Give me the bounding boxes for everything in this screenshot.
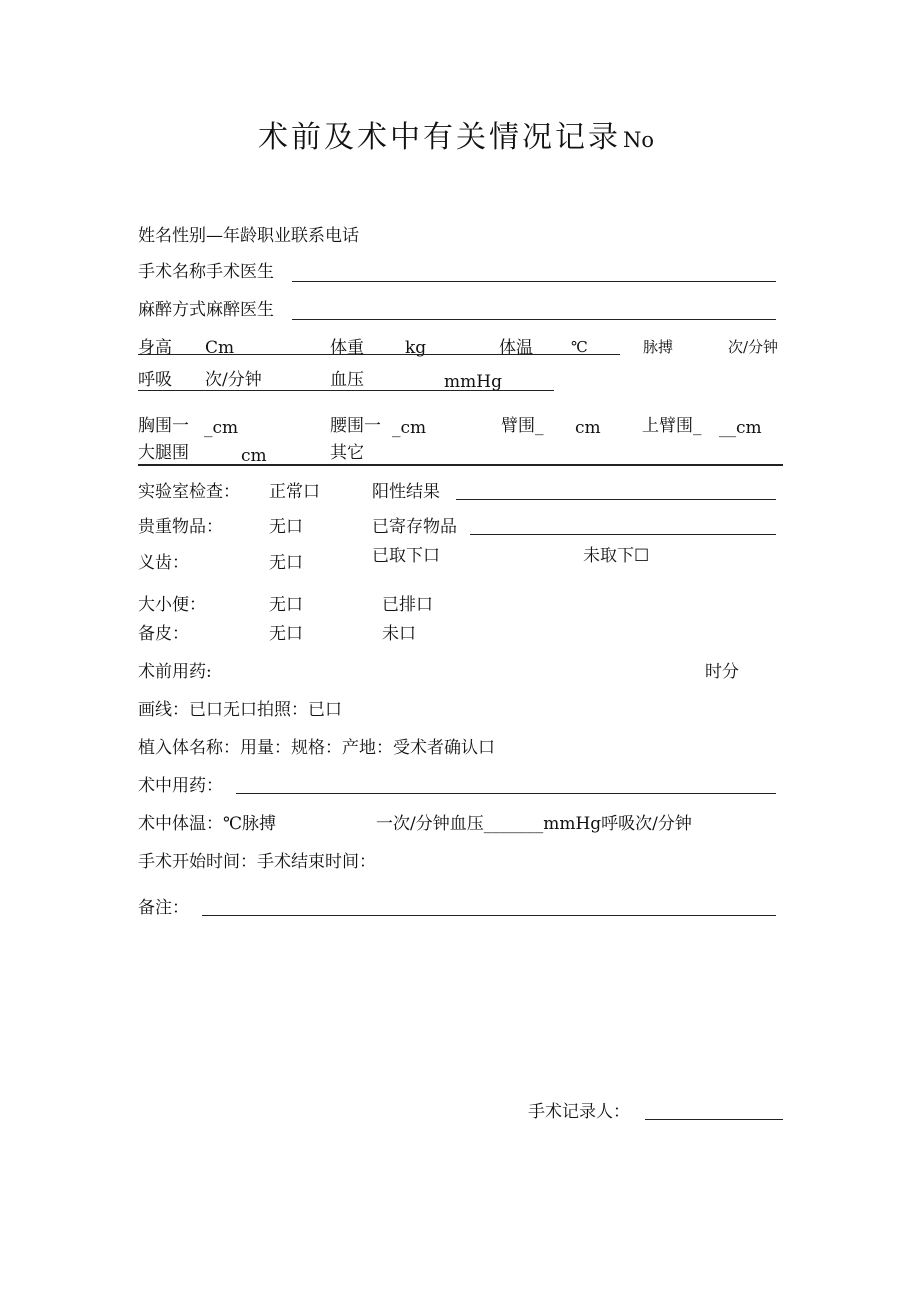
height-unit: Cm [205,338,235,358]
recorder-label: 手术记录人： [528,1102,630,1122]
skin-prep-none-checkbox[interactable]: 无口 [269,624,303,644]
skin-prep-label: 备皮： [138,624,189,644]
marking-photo-line: 画线：已口无口拍照：已口 [138,700,342,720]
respiration-label: 呼吸 [138,370,172,390]
valuables-stored-label: 已寄存物品 [372,517,457,537]
recorder-field[interactable] [645,1119,783,1120]
thigh-label: 大腿围 [138,443,189,463]
temperature-unit: ℃ [571,338,588,356]
measurements-divider [138,464,783,466]
notes-label: 备注： [138,898,189,918]
preop-medication-label: 术前用药: [138,662,212,682]
document-title [258,118,654,160]
blood-pressure-unit: mmHg [444,372,502,392]
title-main: 术前及术中有关情况记录 [258,120,621,155]
lab-positive-label: 阳性结果 [372,482,440,502]
surgery-name-doctor-label: 手术名称手术医生 [138,262,274,282]
lab-test-label: 实验室检查： [138,482,240,502]
vitals-row-1-field[interactable] [138,354,620,355]
intraop-bp-field[interactable]: _______ [483,814,544,834]
arm-label: 臂围_ [501,416,544,436]
intraop-vitals-pulse-text: 一次/分钟血压 [376,814,484,834]
surgery-name-doctor-field[interactable] [292,281,776,282]
valuables-none-checkbox[interactable]: 无口 [269,517,303,537]
implant-line: 植入体名称：用量：规格：产地：受术者确认口 [138,738,495,758]
chest-label: 胸围一 [138,416,189,436]
bowel-label: 大小便： [138,595,206,615]
thigh-unit: cm [241,446,267,466]
anesthesia-method-doctor-field[interactable] [292,319,776,320]
surgery-times-line: 手术开始时间：手术结束时间： [138,852,376,872]
lab-positive-field[interactable] [456,499,776,500]
denture-not-removed-checkbox[interactable]: 未取下☐ [583,546,650,566]
intraop-vitals-resp-text: mmHg呼吸次/分钟 [543,814,692,834]
intraop-vitals-pulse-bp [376,814,692,834]
denture-label: 义齿： [138,553,189,573]
preop-medication-time: 时分 [705,662,739,682]
pulse-unit: 次/分钟 [728,338,779,356]
valuables-stored-field[interactable] [470,534,776,535]
arm-unit: cm [575,418,601,438]
weight-label: 体重 [330,338,364,358]
waist-label: 腰围一 [330,416,381,436]
temperature-label: 体温 [499,338,533,358]
other-label: 其它 [330,443,364,463]
blood-pressure-label: 血压 [330,370,364,390]
bowel-done-checkbox[interactable]: 已排口 [382,595,433,615]
chest-unit: _cm [204,418,239,438]
pulse-label: 脉搏 [643,338,674,356]
valuables-label: 贵重物品： [138,517,223,537]
intraop-medication-label: 术中用药： [138,776,223,796]
notes-field[interactable] [202,915,776,916]
bowel-none-checkbox[interactable]: 无口 [269,595,303,615]
intraop-vitals-label: 术中体温：℃脉搏 [138,814,277,834]
intraop-medication-field[interactable] [236,793,776,794]
title-no: No [623,128,655,152]
height-label: 身高 [138,338,172,358]
respiration-unit: 次/分钟 [205,370,262,390]
lab-normal-checkbox[interactable]: 正常口 [269,482,320,502]
upper-arm-unit: __cm [719,418,762,438]
vitals-row-2-field[interactable] [138,390,554,391]
skin-prep-not-checkbox[interactable]: 未口 [382,624,416,644]
basic-info-line: 姓名性别—年龄职业联系电话 [138,226,359,246]
upper-arm-label: 上臂围_ [642,416,702,436]
denture-removed-checkbox[interactable]: 已取下口 [372,546,440,566]
waist-unit: _cm [392,418,427,438]
denture-none-checkbox[interactable]: 无口 [269,553,303,573]
weight-unit: kg [405,338,427,358]
anesthesia-method-doctor-label: 麻醉方式麻醉医生 [138,300,274,320]
